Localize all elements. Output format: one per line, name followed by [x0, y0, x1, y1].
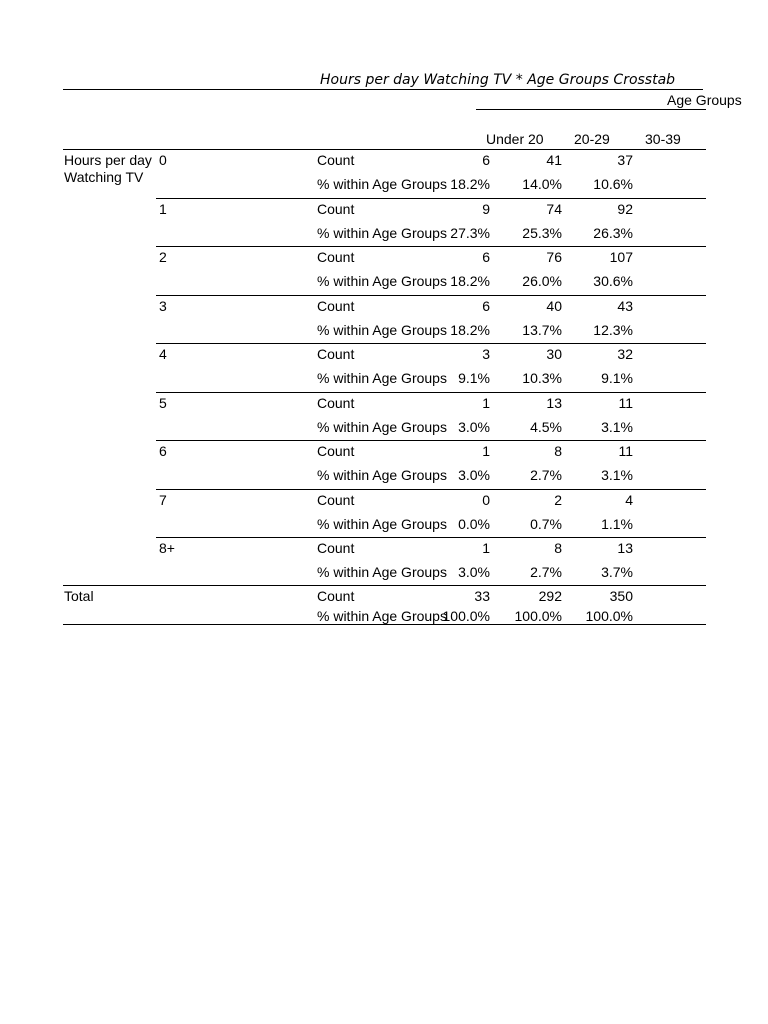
- row-category: 8+: [159, 540, 175, 556]
- total-label: Total: [64, 588, 94, 604]
- stat-label: Count: [317, 491, 355, 508]
- table-bottom-rule: [63, 624, 706, 625]
- total-rule: [63, 585, 706, 586]
- stat-label: Count: [317, 200, 355, 217]
- percent-cell: 27.3%: [450, 224, 490, 241]
- stat-label: Count: [317, 249, 355, 265]
- count-cell: 32: [617, 346, 633, 362]
- percent-cell: 9.1%: [601, 370, 633, 386]
- stat-label: Count: [317, 540, 355, 556]
- stat-label: % within Age Groups: [317, 418, 447, 435]
- percent-cell: 2.7%: [530, 564, 562, 580]
- percent-cell: 9.1%: [458, 370, 490, 386]
- percent-cell: 13.7%: [522, 321, 562, 338]
- total-count-cell: 292: [538, 588, 562, 604]
- count-cell: 6: [482, 152, 490, 168]
- percent-cell: 4.5%: [530, 418, 562, 435]
- percent-cell: 10.3%: [522, 370, 562, 386]
- count-cell: 43: [617, 297, 633, 314]
- count-cell: 41: [546, 152, 562, 168]
- col-group-label: Age Groups: [667, 92, 742, 108]
- column-header: 30-39: [645, 131, 681, 147]
- count-cell: 13: [617, 540, 633, 556]
- stat-label: % within Age Groups: [317, 370, 447, 386]
- row-rule: [156, 440, 706, 441]
- percent-cell: 26.0%: [522, 273, 562, 289]
- percent-cell: 3.1%: [601, 418, 633, 435]
- row-var-label: Hours per day Watching TV: [64, 152, 152, 185]
- column-header: 20-29: [574, 131, 610, 147]
- count-cell: 1: [482, 443, 490, 459]
- row-rule: [156, 489, 706, 490]
- count-cell: 2: [554, 491, 562, 508]
- percent-cell: 25.3%: [522, 224, 562, 241]
- row-rule: [63, 149, 706, 150]
- percent-cell: 14.0%: [522, 176, 562, 192]
- percent-cell: 3.1%: [601, 467, 633, 483]
- total-count-cell: 33: [474, 588, 490, 604]
- percent-cell: 0.7%: [530, 515, 562, 532]
- group-header-rule: [476, 109, 706, 110]
- total-count-cell: 350: [609, 588, 633, 604]
- total-percent-cell: 100.0%: [442, 608, 490, 624]
- count-cell: 1: [482, 394, 490, 411]
- percent-cell: 3.0%: [458, 564, 490, 580]
- percent-cell: 18.2%: [450, 176, 490, 192]
- row-rule: [156, 343, 706, 344]
- count-cell: 6: [482, 297, 490, 314]
- percent-cell: 3.0%: [458, 418, 490, 435]
- count-cell: 0: [482, 491, 490, 508]
- stat-label: % within Age Groups: [317, 224, 447, 241]
- count-cell: 92: [617, 200, 633, 217]
- table-top-rule: [63, 89, 703, 90]
- count-cell: 76: [546, 249, 562, 265]
- stat-label: Count: [317, 152, 355, 168]
- stat-label: Count: [317, 443, 355, 459]
- count-cell: 3: [482, 346, 490, 362]
- row-rule: [156, 295, 706, 296]
- percent-cell: 10.6%: [593, 176, 633, 192]
- stat-label: Count: [317, 297, 355, 314]
- row-rule: [156, 537, 706, 538]
- stat-label: % within Age Groups: [317, 273, 447, 289]
- row-rule: [156, 246, 706, 247]
- percent-cell: 18.2%: [450, 273, 490, 289]
- total-percent-cell: 100.0%: [585, 608, 633, 624]
- row-category: 6: [159, 443, 167, 459]
- crosstab-title: Hours per day Watching TV * Age Groups Crosstab: [320, 72, 676, 88]
- stat-label: Count: [317, 394, 355, 411]
- stat-label: Count: [317, 346, 355, 362]
- percent-cell: 3.0%: [458, 467, 490, 483]
- count-cell: 8: [554, 540, 562, 556]
- count-cell: 11: [618, 443, 633, 459]
- stat-label: % within Age Groups: [317, 608, 447, 624]
- row-category: 7: [159, 491, 167, 508]
- percent-cell: 18.2%: [450, 321, 490, 338]
- stat-label: Count: [317, 588, 355, 604]
- count-cell: 13: [546, 394, 562, 411]
- stat-label: % within Age Groups: [317, 564, 447, 580]
- percent-cell: 30.6%: [593, 273, 633, 289]
- count-cell: 107: [609, 249, 633, 265]
- percent-cell: 26.3%: [593, 224, 633, 241]
- count-cell: 9: [482, 200, 490, 217]
- column-header: Under 20: [486, 131, 544, 147]
- stat-label: % within Age Groups: [317, 176, 447, 192]
- percent-cell: 3.7%: [601, 564, 633, 580]
- percent-cell: 12.3%: [593, 321, 633, 338]
- count-cell: 11: [618, 394, 633, 411]
- stat-label: % within Age Groups: [317, 321, 447, 338]
- count-cell: 40: [546, 297, 562, 314]
- percent-cell: 0.0%: [458, 515, 490, 532]
- total-percent-cell: 100.0%: [514, 608, 562, 624]
- count-cell: 8: [554, 443, 562, 459]
- row-category: 3: [159, 297, 167, 314]
- row-category: 4: [159, 346, 167, 362]
- percent-cell: 2.7%: [530, 467, 562, 483]
- count-cell: 74: [546, 200, 562, 217]
- row-category: 5: [159, 394, 167, 411]
- percent-cell: 1.1%: [601, 515, 633, 532]
- count-cell: 4: [625, 491, 633, 508]
- count-cell: 1: [482, 540, 490, 556]
- count-cell: 6: [482, 249, 490, 265]
- row-rule: [156, 198, 706, 199]
- row-category: 2: [159, 249, 167, 265]
- stat-label: % within Age Groups: [317, 515, 447, 532]
- count-cell: 37: [617, 152, 633, 168]
- row-category: 1: [159, 200, 167, 217]
- row-rule: [156, 392, 706, 393]
- stat-label: % within Age Groups: [317, 467, 447, 483]
- row-category: 0: [159, 152, 167, 168]
- count-cell: 30: [546, 346, 562, 362]
